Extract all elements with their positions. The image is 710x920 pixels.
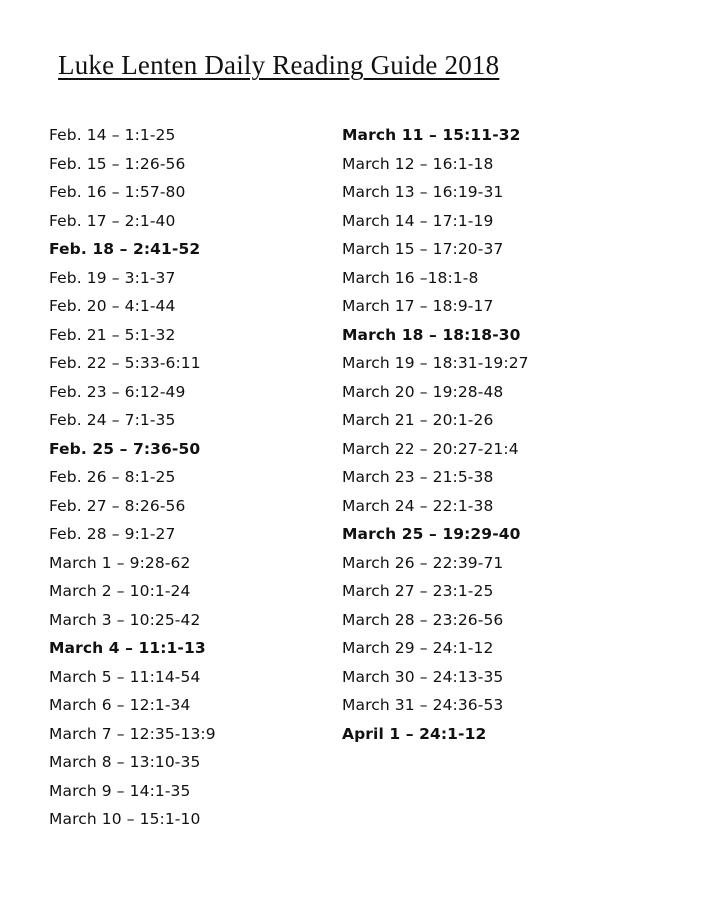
reading-entry: March 29 – 24:1-12 [342, 639, 494, 657]
reading-entry: March 26 – 22:39-71 [342, 553, 504, 572]
reading-entry: March 11 – 15:11-32 [342, 126, 521, 144]
reading-entry: Feb. 28 – 9:1-27 [49, 525, 176, 543]
reading-entry: Feb. 22 – 5:33-6:11 [49, 354, 201, 372]
reading-entry: March 31 – 24:36-53 [342, 696, 504, 714]
reading-entry: March 30 – 24:13-35 [342, 667, 504, 686]
reading-entry: Feb. 27 – 8:26-56 [49, 496, 186, 515]
reading-entry: March 15 – 17:20-37 [342, 240, 504, 258]
reading-list-left-column [49, 121, 216, 834]
reading-entry: April 1 – 24:1-12 [342, 724, 487, 743]
reading-entry: March 12 – 16:1-18 [342, 154, 494, 173]
reading-entry: March 16 –18:1-8 [342, 268, 479, 287]
reading-entry: March 25 – 19:29-40 [342, 525, 521, 543]
reading-entry: Feb. 20 – 4:1-44 [49, 297, 176, 315]
reading-entry: March 3 – 10:25-42 [49, 610, 201, 629]
reading-entry: Feb. 24 – 7:1-35 [49, 411, 176, 429]
reading-entry: March 13 – 16:19-31 [342, 183, 504, 201]
reading-entry: March 28 – 23:26-56 [342, 610, 504, 629]
reading-entry: March 9 – 14:1-35 [49, 781, 191, 800]
reading-entry: March 5 – 11:14-54 [49, 667, 201, 686]
reading-entry: Feb. 16 – 1:57-80 [49, 183, 186, 201]
reading-entry: March 4 – 11:1-13 [49, 639, 206, 657]
reading-entry: March 2 – 10:1-24 [49, 582, 191, 600]
reading-entry: March 20 – 19:28-48 [342, 382, 504, 401]
reading-entry: Feb. 18 – 2:41-52 [49, 240, 201, 258]
reading-entry: Feb. 17 – 2:1-40 [49, 211, 176, 230]
reading-entry: Feb. 23 – 6:12-49 [49, 382, 186, 401]
reading-entry: March 1 – 9:28-62 [49, 553, 191, 572]
reading-entry: Feb. 26 – 8:1-25 [49, 468, 176, 486]
reading-entry: March 18 – 18:18-30 [342, 325, 521, 344]
reading-entry: March 10 – 15:1-10 [49, 810, 201, 828]
reading-entry: March 24 – 22:1-38 [342, 496, 494, 515]
reading-entry: Feb. 14 – 1:1-25 [49, 126, 176, 144]
reading-entry: March 27 – 23:1-25 [342, 582, 494, 600]
reading-entry: March 21 – 20:1-26 [342, 411, 494, 429]
reading-entry: Feb. 21 – 5:1-32 [49, 325, 176, 344]
reading-entry: March 17 – 18:9-17 [342, 297, 494, 315]
reading-entry: March 14 – 17:1-19 [342, 211, 494, 230]
reading-entry: Feb. 19 – 3:1-37 [49, 268, 176, 287]
reading-entry: Feb. 15 – 1:26-56 [49, 154, 186, 173]
reading-entry: March 7 – 12:35-13:9 [49, 724, 216, 743]
reading-entry: March 22 – 20:27-21:4 [342, 439, 519, 458]
reading-entry: March 6 – 12:1-34 [49, 696, 191, 714]
reading-entry: Feb. 25 – 7:36-50 [49, 439, 201, 458]
reading-entry: March 23 – 21:5-38 [342, 468, 494, 486]
reading-entry: March 8 – 13:10-35 [49, 753, 201, 771]
reading-list-right-column [342, 121, 529, 748]
reading-entry: March 19 – 18:31-19:27 [342, 354, 529, 372]
page-title: Luke Lenten Daily Reading Guide 2018 [58, 50, 500, 80]
